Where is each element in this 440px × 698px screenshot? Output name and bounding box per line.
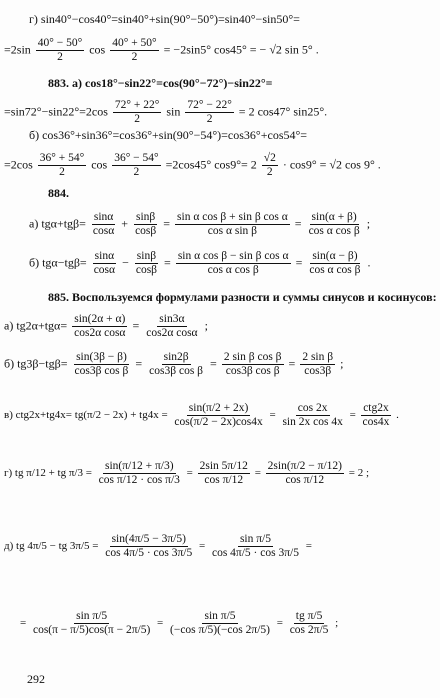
- denominator: 2: [133, 166, 140, 178]
- denominator: cosα: [92, 225, 115, 237]
- denominator: 2: [59, 166, 65, 178]
- formula-text: .: [396, 409, 399, 422]
- denominator: cos 4π/5 · cos 3π/5: [105, 547, 193, 559]
- formula-text: д) tg 4π/5 − tg 3π/5 =: [4, 540, 99, 553]
- formula-text: = −2sin5° cos45° = − √2 sin 5° .: [163, 42, 319, 57]
- line-883-b: [29, 128, 307, 142]
- numerator: sin α cos β + sin β cos α: [177, 211, 288, 223]
- denominator: cos2α cosα: [146, 327, 198, 339]
- numerator: 36° − 54°: [114, 152, 159, 164]
- denominator: cos3β cos β: [225, 365, 280, 377]
- line-883-a-result: [4, 99, 327, 126]
- numerator: sin(2α + α): [74, 313, 126, 325]
- fraction: [133, 211, 158, 238]
- line-g-sin40: [29, 12, 300, 26]
- formula-text: sin: [166, 104, 181, 119]
- numerator: sin(α + β): [311, 211, 357, 223]
- numerator: sin α cos β − sin β cos α: [177, 250, 289, 262]
- denominator: 2: [134, 113, 140, 125]
- numerator: sin π/5: [204, 610, 236, 622]
- formula-text: −: [122, 255, 129, 270]
- line-g-result: [4, 37, 319, 64]
- fraction: [31, 610, 152, 637]
- formula-text: .: [367, 255, 371, 270]
- denominator: cos4x: [362, 416, 390, 428]
- numerator: 2 sin β: [302, 351, 334, 363]
- denominator: 2: [266, 166, 273, 178]
- formula-text: а) tgα+tgβ=: [29, 216, 86, 231]
- denominator: 2: [131, 51, 138, 63]
- formula-text: г) tg π/12 + tg π/3 =: [4, 467, 92, 480]
- formula-text: =: [288, 356, 296, 371]
- fraction: [134, 250, 159, 277]
- formula-text: =: [276, 617, 283, 630]
- numerator: sin(π/12 + π/3): [105, 460, 174, 472]
- formula-text: =: [210, 356, 217, 371]
- fraction: [112, 152, 160, 179]
- fraction: [262, 152, 278, 179]
- numerator: sin2β: [163, 351, 189, 363]
- line-885-b: [4, 351, 343, 378]
- line-885: [48, 290, 437, 304]
- formula-text: =: [163, 216, 171, 231]
- denominator: cos π/12: [204, 474, 244, 486]
- numerator: sinα: [94, 250, 115, 262]
- line-884-a: [29, 211, 370, 238]
- numerator: 2sin(π/2 − π/12): [267, 460, 342, 472]
- numerator: 2 sin β cos β: [223, 351, 282, 363]
- problem-heading: 884.: [48, 186, 69, 200]
- numerator: 40° + 50°: [112, 37, 157, 49]
- formula-text: =: [269, 409, 276, 422]
- formula-text: · cos9° = √2 cos 9° .: [282, 157, 381, 172]
- numerator: sin(π/2 + 2x): [188, 402, 249, 414]
- fraction: [72, 313, 127, 340]
- fraction: [92, 250, 117, 277]
- numerator: sin(4π/5 − 3π/5): [111, 533, 186, 545]
- formula-text: б) tg3β−tgβ=: [4, 356, 68, 371]
- line-885-g: [4, 460, 369, 487]
- formula-text: =: [199, 540, 206, 553]
- numerator: 2sin 5π/12: [199, 460, 248, 472]
- formula-text: а) tg2α+tgα=: [4, 318, 68, 333]
- formula-text: =: [254, 467, 261, 480]
- fraction: [222, 351, 284, 378]
- denominator: cos 2π/5: [289, 624, 329, 636]
- numerator: 40° − 50°: [37, 37, 83, 49]
- numerator: sinβ: [136, 250, 157, 262]
- denominator: cos α cos β: [309, 264, 361, 276]
- line-884: [48, 186, 69, 200]
- denominator: cos2α cosα: [74, 327, 126, 339]
- numerator: sinβ: [136, 211, 156, 223]
- formula-text: б) cos36°+sin36°=cos36°+sin(90°−54°)=cos36°+cos54°=: [29, 128, 308, 142]
- line-883-a: [48, 76, 273, 90]
- line-884-b: [29, 250, 371, 277]
- denominator: cos(π/2 − 2x)cos4x: [174, 416, 263, 428]
- fraction: [210, 533, 301, 560]
- fraction: [38, 152, 86, 179]
- numerator: tg π/5: [295, 610, 323, 622]
- formula-text: =2cos45° cos9°= 2: [165, 157, 257, 172]
- formula-text: =: [349, 409, 356, 422]
- denominator: cos3β: [304, 365, 332, 377]
- denominator: cos α cos β: [308, 225, 360, 237]
- denominator: cos α sin β: [207, 225, 258, 237]
- formula-text: =: [135, 356, 143, 371]
- fraction: [307, 250, 362, 277]
- fraction: [110, 37, 158, 64]
- line-885-a: [4, 313, 208, 340]
- line-883-b-result: [4, 152, 381, 179]
- formula-text: = 2 cos47° sin25°.: [238, 104, 328, 119]
- fraction: [175, 211, 290, 238]
- denominator: cos 4π/5 · cos 3π/5: [211, 547, 299, 559]
- formula-text: +: [121, 216, 129, 231]
- formula-text: =2sin: [4, 42, 31, 57]
- formula-text: =: [132, 318, 140, 333]
- denominator: cos3β cos β: [74, 365, 129, 377]
- formula-text: =: [295, 255, 303, 270]
- fraction: [361, 402, 392, 429]
- numerator: sin3α: [159, 313, 185, 325]
- fraction: [172, 402, 264, 429]
- formula-text: =sin72°−sin22°=2cos: [4, 104, 108, 119]
- fraction: [91, 211, 116, 238]
- numerator: sinα: [93, 211, 114, 223]
- formula-text: cos: [89, 42, 106, 57]
- fraction: [198, 460, 250, 487]
- numerator: sin(3β − β): [76, 351, 127, 363]
- formula-text: ;: [335, 617, 339, 630]
- denominator: cos3β cos β: [149, 365, 204, 377]
- page-number: [27, 672, 45, 686]
- formula-text: б) tgα−tgβ=: [29, 255, 87, 270]
- fraction: [266, 460, 344, 487]
- problem-heading: 883. а) cos18°−sin22°=cos(90°−72°)−sin22°=: [48, 76, 273, 90]
- fraction: [113, 99, 161, 126]
- fraction: [280, 402, 344, 429]
- fraction: [307, 211, 362, 238]
- denominator: 2: [206, 113, 213, 125]
- numerator: sin(α − β): [312, 250, 358, 262]
- formula-text: г) sin40°−cos40°=sin40°+sin(90°−50°)=sin40°−sin50°=: [29, 12, 300, 26]
- fraction: [300, 351, 335, 378]
- numerator: √2: [263, 152, 276, 164]
- denominator: cos(π − π/5)cos(π − 2π/5): [32, 624, 151, 636]
- formula-text: =: [20, 617, 27, 630]
- numerator: cos 2x: [297, 402, 328, 414]
- formula-text: в) ctg2x+tg4x= tg(π/2 − 2x) + tg4x =: [4, 409, 168, 422]
- fraction: [97, 460, 182, 487]
- fraction: [36, 37, 84, 64]
- formula-text: cos: [91, 157, 108, 172]
- denominator: cosβ: [135, 264, 158, 276]
- formula-text: =: [164, 255, 171, 270]
- line-885-d: [4, 533, 312, 560]
- formula-text: =: [294, 216, 302, 231]
- fraction: [73, 351, 131, 378]
- fraction: [168, 610, 272, 637]
- numerator: 72° + 22°: [114, 99, 160, 111]
- formula-text: ;: [366, 216, 371, 231]
- numerator: sin π/5: [239, 533, 271, 545]
- line-885-v: [4, 402, 399, 429]
- formula-text: =2cos: [4, 157, 33, 172]
- problem-heading: 885. Воспользуемся формулами разности и суммы синусов и косинусов:: [48, 290, 437, 304]
- denominator: (−cos π/5)(−cos 2π/5): [170, 624, 270, 636]
- numerator: 36° + 54°: [39, 152, 85, 164]
- formula-text: = 2 ;: [348, 467, 369, 480]
- line-885-d-cont: [20, 610, 338, 637]
- denominator: cos π/12: [285, 474, 325, 486]
- formula-text: =: [186, 467, 193, 480]
- formula-text: ;: [204, 318, 208, 333]
- fraction: [147, 351, 205, 378]
- denominator: sin 2x cos 4x: [282, 416, 343, 428]
- formula-text: =: [157, 617, 164, 630]
- denominator: cos α cos β: [207, 264, 259, 276]
- denominator: 2: [57, 51, 63, 63]
- numerator: ctg2x: [363, 402, 389, 414]
- formula-text: =: [305, 540, 312, 553]
- fraction: [288, 610, 331, 637]
- numerator: 72° − 22°: [187, 99, 232, 111]
- denominator: cos π/12 · cos π/3: [98, 474, 180, 486]
- fraction: [144, 313, 199, 340]
- formula-text: ;: [340, 356, 344, 371]
- fraction: [176, 250, 291, 277]
- fraction: [103, 533, 194, 560]
- denominator: cosα: [93, 264, 116, 276]
- page-number-text: 292: [27, 672, 45, 686]
- fraction: [185, 99, 233, 126]
- denominator: cosβ: [135, 225, 157, 237]
- numerator: sin π/5: [76, 610, 108, 622]
